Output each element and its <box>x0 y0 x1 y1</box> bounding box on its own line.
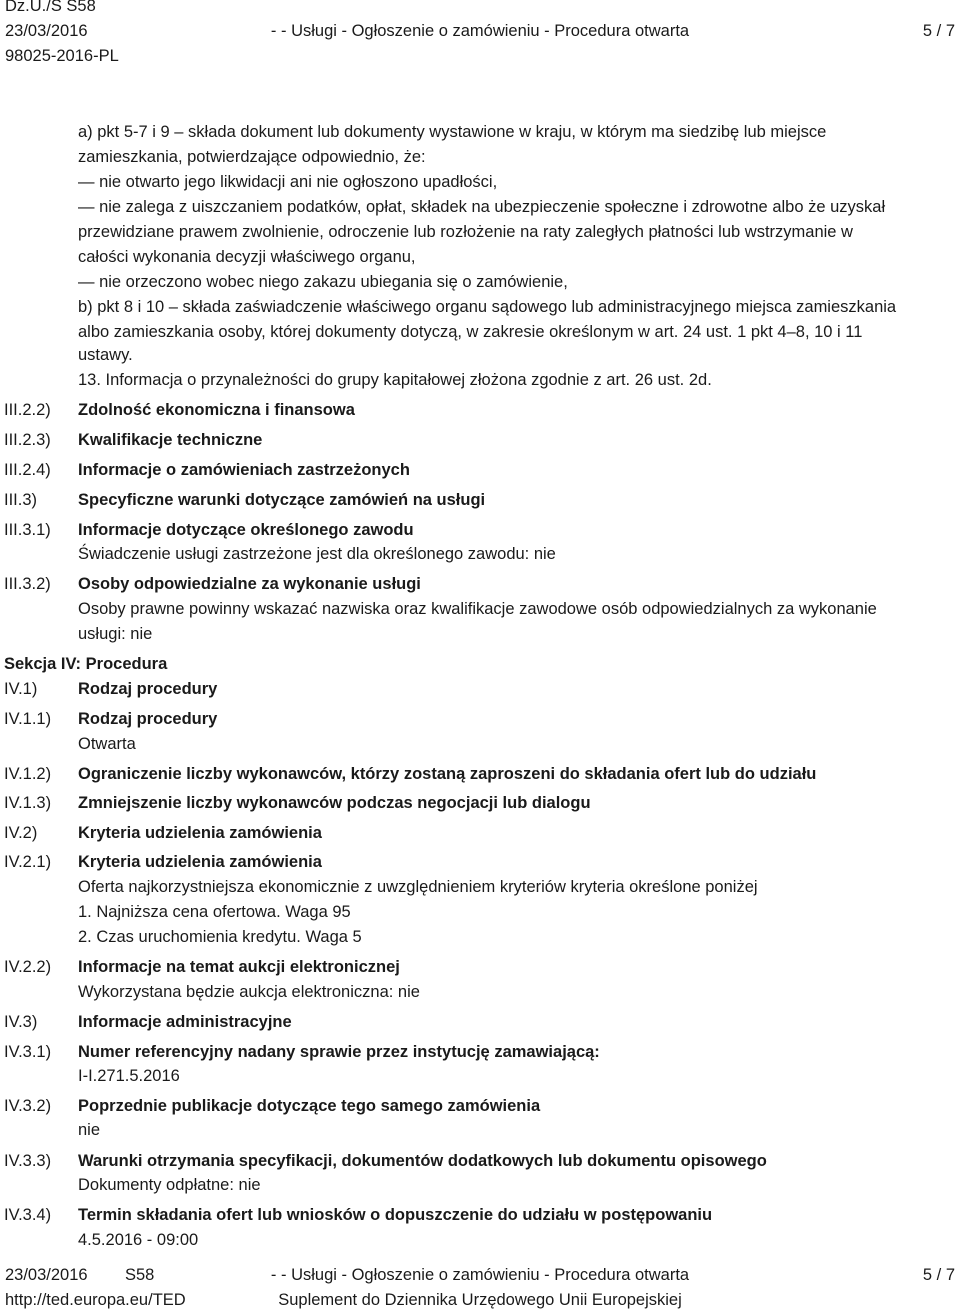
section-iii-3 <box>0 488 955 513</box>
section-iv-2-1 <box>0 850 955 875</box>
section-code: IV.1.3) <box>4 794 52 812</box>
header-doc-id: 98025-2016-PL <box>5 47 119 65</box>
section-text: Otwarta <box>78 735 136 753</box>
section-heading: Informacje administracyjne <box>78 1013 292 1031</box>
para-a-line: całości wykonania decyzji właściwego organu, <box>78 248 416 266</box>
section-iv-1 <box>0 677 955 702</box>
section-iv-1-1 <box>0 707 955 732</box>
section-heading: Informacje dotyczące określonego zawodu <box>78 521 414 539</box>
section-heading: Kryteria udzielenia zamówienia <box>78 824 322 842</box>
section-iii-2-3 <box>0 428 955 453</box>
criterion-item: 2. Czas uruchomienia kredytu. Waga 5 <box>78 928 362 946</box>
section-code: III.3.1) <box>4 521 51 539</box>
para-a-line: — nie otwarto jego likwidacji ani nie ogłoszono upadłości, <box>78 173 498 191</box>
section-text: Świadczenie usługi zastrzeżone jest dla określonego zawodu: nie <box>78 545 556 563</box>
section-iii-3-2 <box>0 572 955 597</box>
header-page-number: 5 / 7 <box>922 22 955 40</box>
section-code: III.2.2) <box>4 401 51 419</box>
section-iv-1-2 <box>0 762 955 787</box>
section-code: IV.2) <box>4 824 38 842</box>
section-code: III.3) <box>4 491 38 509</box>
section-iii-2-4 <box>0 458 955 483</box>
section-text: Osoby prawne powinny wskazać nazwiska oraz kwalifikacje zawodowe osób odpowiedzialnych za wykonanie <box>78 600 877 618</box>
para-b-line: ustawy. <box>78 346 133 364</box>
section-code: IV.3.4) <box>4 1206 52 1224</box>
section-code: IV.1.1) <box>4 710 52 728</box>
section-text: nie <box>78 1121 101 1139</box>
para-a-line: a) pkt 5-7 i 9 – składa dokument lub dokumenty wystawione w kraju, w którym ma siedzibę lub miejsce <box>78 123 827 141</box>
section-heading: Rodzaj procedury <box>78 710 218 728</box>
section-heading: Kryteria udzielenia zamówienia <box>78 853 322 871</box>
section-heading: Warunki otrzymania specyfikacji, dokumentów dodatkowych lub dokumentu opisowego <box>78 1152 767 1170</box>
para-13-line: 13. Informacja o przynależności do grupy kapitałowej złożona zgodnie z art. 26 ust. 2d. <box>78 371 712 389</box>
section-iv-2-2 <box>0 955 955 980</box>
section-iii-2-2 <box>0 398 955 423</box>
criterion-item: 1. Najniższa cena ofertowa. Waga 95 <box>78 903 351 921</box>
section-code: IV.3.1) <box>4 1043 52 1061</box>
section-heading: Informacje na temat aukcji elektronicznej <box>78 958 400 976</box>
footer-url[interactable]: http://ted.europa.eu/TED <box>5 1291 186 1309</box>
para-b-line: albo zamieszkania osoby, której dokumenty dotyczą, w zakresie określonym w art. 24 ust. 1 pkt 4–8, 10 i 11 <box>78 323 863 341</box>
section-heading: Ograniczenie liczby wykonawców, którzy zostaną zaproszeni do składania ofert lub do udziału <box>78 765 817 783</box>
journal-ref: Dz.U./S S58 <box>5 0 96 15</box>
section-iv-2 <box>0 821 955 846</box>
reference-number: I-I.271.5.2016 <box>78 1067 180 1085</box>
section-text: Dokumenty odpłatne: nie <box>78 1176 261 1194</box>
section-iv-1-3 <box>0 791 955 816</box>
section-heading: Rodzaj procedury <box>78 680 218 698</box>
header-date: 23/03/2016 <box>5 22 88 40</box>
section-code: IV.2.1) <box>4 853 52 871</box>
section-iv-3-4 <box>0 1203 955 1228</box>
footer-series: S58 <box>125 1266 155 1284</box>
section-heading: Specyficzne warunki dotyczące zamówień na usługi <box>78 491 486 509</box>
footer-page-number: 5 / 7 <box>922 1266 955 1284</box>
section-iii-3-1 <box>0 518 955 543</box>
section-heading: Zmniejszenie liczby wykonawców podczas negocjacji lub dialogu <box>78 794 591 812</box>
section-code: III.2.3) <box>4 431 51 449</box>
section-code: IV.1) <box>4 680 38 698</box>
section-heading: Osoby odpowiedzialne za wykonanie usługi <box>78 575 421 593</box>
para-a-line: — nie zalega z uiszczaniem podatków, opłat, składek na ubezpieczenie społeczne i zdrowotne albo że uzyskał <box>78 198 886 216</box>
section-code: III.2.4) <box>4 461 51 479</box>
section-heading: Kwalifikacje techniczne <box>78 431 263 449</box>
footer-date: 23/03/2016 <box>5 1266 88 1284</box>
section-code: IV.3.2) <box>4 1097 52 1115</box>
deadline-value: 4.5.2016 - 09:00 <box>78 1231 199 1249</box>
header-title: - - Usługi - Ogłoszenie o zamówieniu - Procedura otwarta <box>270 22 690 40</box>
section-text: Wykorzystana będzie aukcja elektroniczna: nie <box>78 983 420 1001</box>
section-code: IV.3) <box>4 1013 38 1031</box>
section-iv-title: Sekcja IV: Procedura <box>4 655 168 673</box>
section-code: IV.3.3) <box>4 1152 52 1170</box>
section-heading: Zdolność ekonomiczna i finansowa <box>78 401 355 419</box>
section-text: Oferta najkorzystniejsza ekonomicznie z uwzględnieniem kryteriów kryteria określone poniżej <box>78 878 758 896</box>
footer-title: - - Usługi - Ogłoszenie o zamówieniu - Procedura otwarta <box>270 1266 690 1284</box>
para-b-line: b) pkt 8 i 10 – składa zaświadczenie właściwego organu sądowego lub administracyjnego miejsca zamieszkania <box>78 298 897 316</box>
section-code: IV.2.2) <box>4 958 52 976</box>
section-heading: Numer referencyjny nadany sprawie przez instytucję zamawiającą: <box>78 1043 600 1061</box>
section-code: III.3.2) <box>4 575 51 593</box>
section-iv-3-2 <box>0 1094 955 1119</box>
section-iv-3-3 <box>0 1149 955 1174</box>
section-code: IV.1.2) <box>4 765 52 783</box>
para-a-line: zamieszkania, potwierdzające odpowiednio, że: <box>78 148 426 166</box>
section-heading: Poprzednie publikacje dotyczące tego samego zamówienia <box>78 1097 541 1115</box>
section-heading: Termin składania ofert lub wniosków o dopuszczenie do udziału w postępowaniu <box>78 1206 713 1224</box>
section-iv-3 <box>0 1010 955 1035</box>
section-text: usługi: nie <box>78 625 153 643</box>
section-heading: Informacje o zamówieniach zastrzeżonych <box>78 461 410 479</box>
para-a-line: przewidziane prawem zwolnienie, odroczenie lub rozłożenie na raty zaległych płatności lub wstrzymanie w <box>78 223 853 241</box>
para-a-line: — nie orzeczono wobec niego zakazu ubiegania się o zamówienie, <box>78 273 568 291</box>
footer-publication: Suplement do Dziennika Urzędowego Unii Europejskiej <box>278 1291 682 1309</box>
section-iv-3-1 <box>0 1040 955 1065</box>
